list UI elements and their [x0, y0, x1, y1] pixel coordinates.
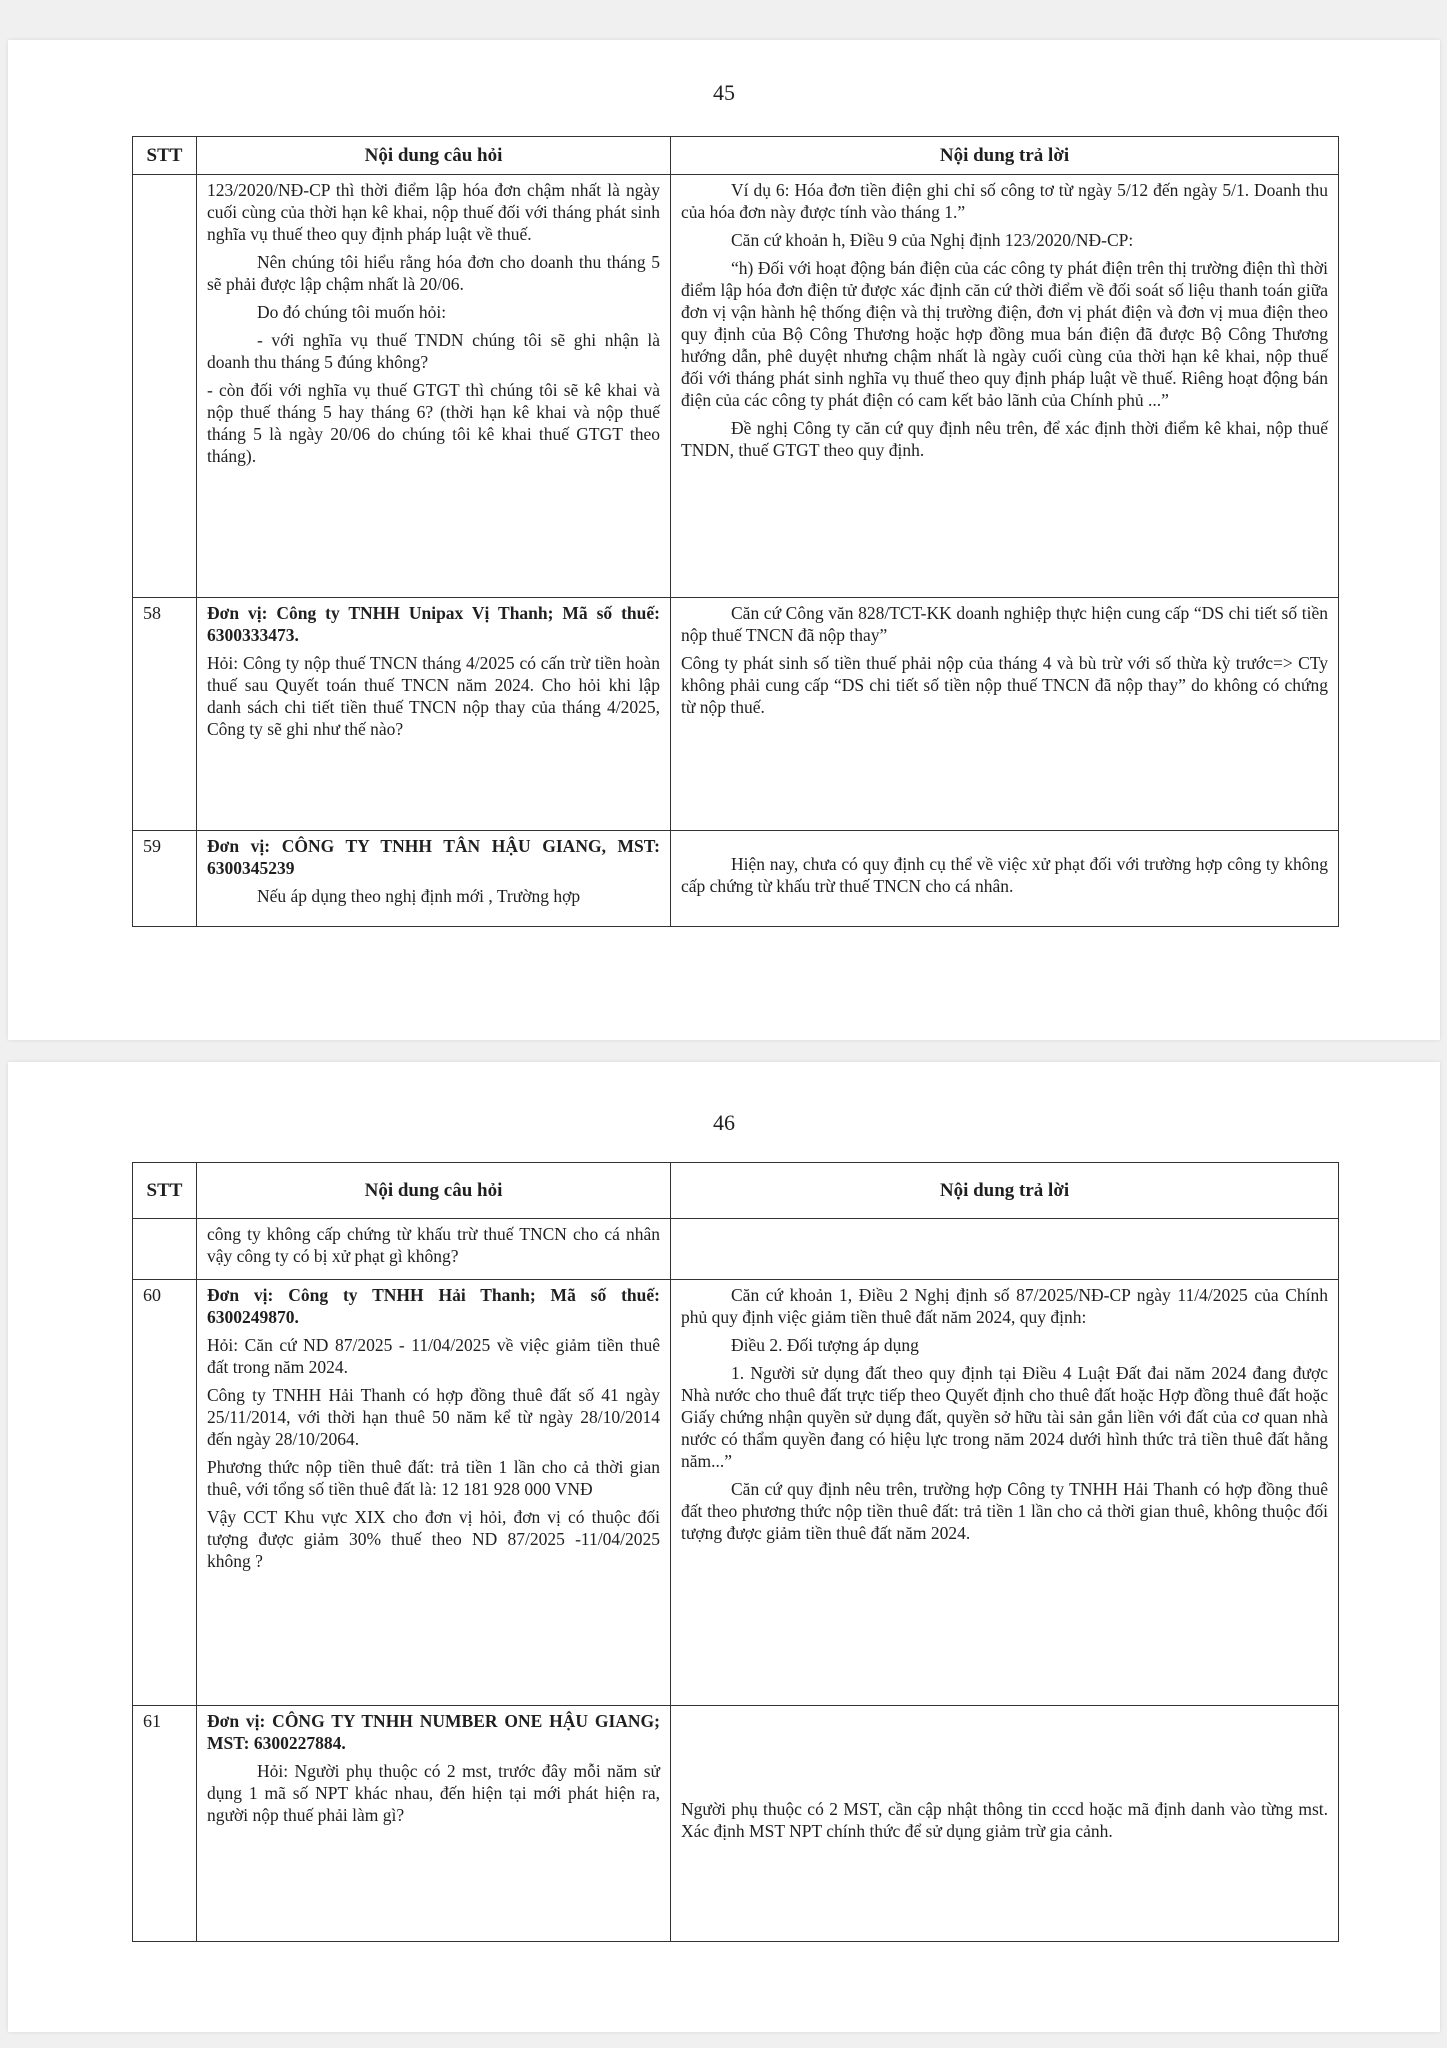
question-paragraph: - với nghĩa vụ thuế TNDN chúng tôi sẽ ghi nhận là doanh thu tháng 5 đúng không? [207, 330, 660, 372]
table-row [133, 175, 1339, 598]
row-number [133, 175, 197, 598]
table-row [133, 1219, 1339, 1280]
answer-paragraph: 1. Người sử dụng đất theo quy định tại Điều 4 Luật Đất đai năm 2024 đang được Nhà nước cho thuê đất trực tiếp theo Quyết định cho thuê đất hoặc Hợp đồng thuê đất hoặc Giấy chứng nhận quyền sử dụng đất, quyền sở hữu tài sản gắn liền với đất của cơ quan nhà nước có thẩm quyền đang có hiệu lực trong năm 2024 dưới hình thức trả tiền thuê đất hằng năm...” [681, 1363, 1328, 1471]
qa-table [132, 136, 1339, 927]
question-heading: Đơn vị: Công ty TNHH Unipax Vị Thanh; Mã số thuế: 6300333473. [207, 603, 660, 645]
answer-paragraph: Căn cứ khoản 1, Điều 2 Nghị định số 87/2025/NĐ-CP ngày 11/4/2025 của Chính phủ quy định việc giảm tiền thuê đất năm 2024, quy định: [681, 1285, 1328, 1327]
col-header-stt: STT [133, 1163, 197, 1219]
row-number: 58 [133, 598, 197, 831]
answer-paragraph: Người phụ thuộc có 2 MST, cần cập nhật thông tin cccd hoặc mã định danh vào từng mst. Xác định MST NPT chính thức để sử dụng giảm trừ gia cảnh. [681, 1798, 1328, 1841]
table-header-row [133, 137, 1339, 175]
document-page-46 [8, 1062, 1440, 2032]
row-number [133, 1219, 197, 1280]
answer-paragraph: Căn cứ quy định nêu trên, trường hợp Công ty TNHH Hải Thanh có hợp đồng thuê đất theo phương thức nộp tiền thuê đất: trả tiền 1 lần cho cả thời gian thuê, không thuộc đối tượng được giảm tiền thuê đất năm 2024. [681, 1479, 1328, 1543]
question-cell [197, 175, 671, 598]
question-paragraph: Công ty TNHH Hải Thanh có hợp đồng thuê đất số 41 ngày 25/11/2014, với thời hạn thuê 50 năm kể từ ngày 28/10/2014 đến ngày 28/10/2064. [207, 1385, 660, 1449]
question-paragraph: - còn đối với nghĩa vụ thuế GTGT thì chúng tôi sẽ kê khai và nộp thuế tháng 5 hay tháng 6? (thời hạn kê khai và nộp thuế tháng 5 là ngày 20/06 do chúng tôi kê khai thuế GTGT theo tháng). [207, 380, 660, 466]
question-cell [197, 1706, 671, 1942]
answer-cell [671, 598, 1339, 831]
table-header-row [133, 1163, 1339, 1219]
table-row [133, 1706, 1339, 1942]
question-paragraph: Hỏi: Công ty nộp thuế TNCN tháng 4/2025 có cấn trừ tiền hoàn thuế sau Quyết toán thuế TNCN năm 2024. Cho hỏi khi lập danh sách chi tiết tiền thuế TNCN nộp thay của tháng 4/2025, Công ty sẽ ghi như thế nào? [207, 653, 660, 739]
answer-cell [671, 1706, 1339, 1942]
answer-paragraph: Ví dụ 6: Hóa đơn tiền điện ghi chỉ số công tơ từ ngày 5/12 đến ngày 5/1. Doanh thu của hóa đơn này được tính vào tháng 1.” [681, 180, 1328, 222]
row-number: 60 [133, 1280, 197, 1706]
col-header-question: Nội dung câu hỏi [197, 137, 671, 175]
question-paragraph: Hỏi: Người phụ thuộc có 2 mst, trước đây mỗi năm sử dụng 1 mã số NPT khác nhau, đến hiện tại mới phát hiện ra, người nộp thuế phải làm gì? [207, 1761, 660, 1825]
row-number: 61 [133, 1706, 197, 1942]
row-number: 59 [133, 831, 197, 927]
question-heading: Đơn vị: CÔNG TY TNHH NUMBER ONE HẬU GIANG; MST: 6300227884. [207, 1711, 660, 1753]
table-row [133, 831, 1339, 927]
col-header-stt: STT [133, 137, 197, 175]
table-row [133, 598, 1339, 831]
answer-paragraph: Điều 2. Đối tượng áp dụng [731, 1335, 919, 1355]
question-paragraph: Hỏi: Căn cứ ND 87/2025 - 11/04/2025 về việc giảm tiền thuê đất trong năm 2024. [207, 1335, 660, 1377]
answer-paragraph: Căn cứ Công văn 828/TCT-KK doanh nghiệp thực hiện cung cấp “DS chi tiết số tiền nộp thuế TNCN đã nộp thay” [681, 603, 1328, 645]
question-paragraph: Nếu áp dụng theo nghị định mới , Trường hợp [257, 886, 581, 906]
answer-paragraph: “h) Đối với hoạt động bán điện của các công ty phát điện trên thị trường điện thì thời điểm lập hóa đơn điện tử được xác định căn cứ thời điểm về đối soát số liệu thanh toán giữa đơn vị vận hành hệ thống điện và thị trường điện, đơn vị phát điện và đơn vị mua điện theo quy định của Bộ Công Thương hoặc hợp đồng mua bán điện đã được Bộ Công Thương hướng dẫn, phê duyệt nhưng chậm nhất là ngày cuối cùng của thời hạn kê khai, nộp thuế đối với tháng phát sinh nghĩa vụ thuế theo quy định pháp luật về thuế. Riêng hoạt động bán điện của các công ty phát điện có cam kết bảo lãnh của Chính phủ ...” [681, 258, 1328, 410]
question-paragraph: Do đó chúng tôi muốn hỏi: [257, 302, 447, 322]
qa-table [132, 1162, 1339, 1942]
question-cell [197, 831, 671, 927]
answer-cell [671, 175, 1339, 598]
answer-paragraph: Hiện nay, chưa có quy định cụ thể về việc xử phạt đối với trường hợp công ty không cấp chứng từ khấu trừ thuế TNCN cho cá nhân. [681, 853, 1328, 896]
question-paragraph: 123/2020/NĐ-CP thì thời điểm lập hóa đơn chậm nhất là ngày cuối cùng của thời hạn kê khai, nộp thuế đối với tháng phát sinh nghĩa vụ thuế theo quy định pháp luật về thuế. [207, 180, 660, 244]
question-paragraph: Nên chúng tôi hiểu rằng hóa đơn cho doanh thu tháng 5 sẽ phải được lập chậm nhất là 20/06. [207, 252, 660, 294]
col-header-question: Nội dung câu hỏi [197, 1163, 671, 1219]
question-paragraph: Vậy CCT Khu vực XIX cho đơn vị hỏi, đơn vị có thuộc đối tượng được giảm 30% thuế theo ND 87/2025 -11/04/2025 không ? [207, 1507, 660, 1571]
question-cell [197, 1280, 671, 1706]
page-number: 46 [713, 1110, 735, 1135]
question-heading: Đơn vị: CÔNG TY TNHH TÂN HẬU GIANG, MST: 6300345239 [207, 836, 660, 878]
document-page-45 [8, 40, 1440, 1040]
col-header-answer: Nội dung trả lời [671, 137, 1339, 175]
table-row [133, 1280, 1339, 1706]
question-heading: Đơn vị: Công ty TNHH Hải Thanh; Mã số thuế: 6300249870. [207, 1285, 660, 1327]
question-paragraph: Phương thức nộp tiền thuê đất: trả tiền 1 lần cho cả thời gian thuê, với tổng số tiền thuê đất là: 12 181 928 000 VNĐ [207, 1457, 660, 1499]
answer-paragraph: Đề nghị Công ty căn cứ quy định nêu trên, để xác định thời điểm kê khai, nộp thuế TNDN, thuế GTGT theo quy định. [681, 418, 1328, 460]
page-number: 45 [713, 80, 735, 105]
answer-cell [671, 1219, 1339, 1280]
question-paragraph: công ty không cấp chứng từ khấu trừ thuế TNCN cho cá nhân vậy công ty có bị xử phạt gì không? [207, 1224, 660, 1266]
answer-paragraph: Công ty phát sinh số tiền thuế phải nộp của tháng 4 và bù trừ với số thừa kỳ trước=> CTy không phải cung cấp “DS chi tiết số tiền nộp thuế TNCN đã nộp thay” do không có chứng từ nộp thuế. [681, 653, 1328, 717]
answer-paragraph: Căn cứ khoản h, Điều 9 của Nghị định 123/2020/NĐ-CP: [731, 230, 1134, 250]
answer-cell [671, 831, 1339, 927]
answer-cell [671, 1280, 1339, 1706]
col-header-answer: Nội dung trả lời [671, 1163, 1339, 1219]
question-cell [197, 598, 671, 831]
question-cell [197, 1219, 671, 1280]
